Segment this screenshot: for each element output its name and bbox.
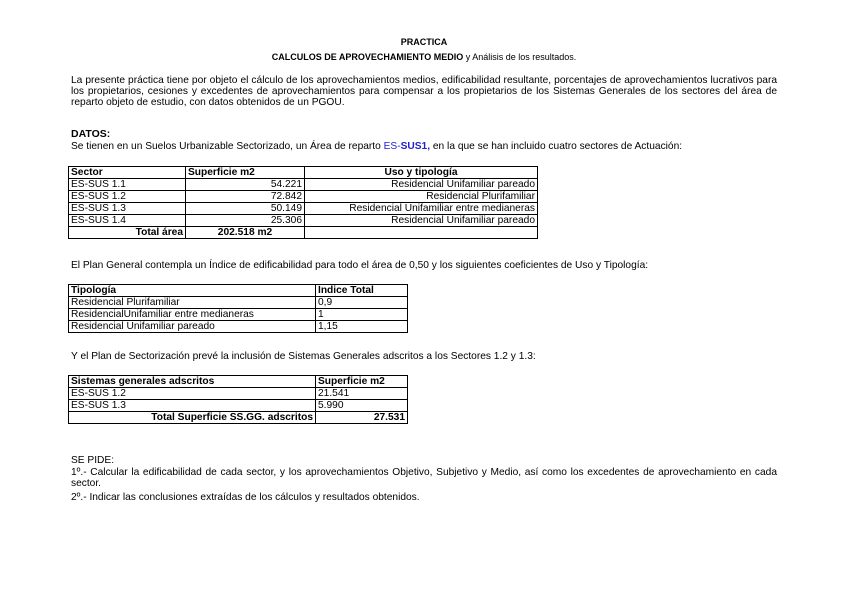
sectors-table — [68, 166, 538, 239]
header-sector: Sector — [69, 167, 186, 179]
datos-heading: DATOS: — [71, 128, 111, 140]
area-code: SUS1, — [400, 141, 431, 152]
total-value: 27.531 — [316, 412, 408, 424]
empty-cell — [305, 227, 538, 239]
subtitle-bold: CALCULOS DE APROVECHAMIENTO MEDIO — [271, 52, 464, 62]
tipologia-cell: ResidencialUnifamiliar entre medianeras — [69, 309, 316, 321]
table-row — [69, 191, 538, 203]
total-label: Total área — [69, 227, 186, 239]
superficie-cell: 21.541 — [316, 388, 408, 400]
indice-cell: 1,15 — [316, 321, 408, 333]
table-row — [69, 321, 408, 333]
page-title: PRACTICA — [400, 37, 448, 47]
header-uso: Uso y tipología — [305, 167, 538, 179]
table-row — [69, 309, 408, 321]
superficie-cell: 54.221 — [186, 179, 305, 191]
superficie-cell: 50.149 — [186, 203, 305, 215]
area-prefix: ES- — [383, 141, 401, 152]
intro-paragraph: La presente práctica tiene por objeto el cálculo de los aprovechamientos medios, edificabilidad resultante, porcentajes de aprovechamientos lucrativos para los propietarios, cesiones y excedentes de aprovechamientos para compensar a los propietarios de los Sistemas Generales de los sectores del área de reparto objeto de estudio, con datos obtenidos de un PGOU. — [71, 75, 777, 108]
sector-cell: ES-SUS 1.4 — [69, 215, 186, 227]
table-row — [69, 203, 538, 215]
header-indice: Índice Total — [316, 285, 408, 297]
sector-cell: ES-SUS 1.3 — [69, 203, 186, 215]
superficie-cell: 72.842 — [186, 191, 305, 203]
sgg-table — [68, 375, 408, 424]
tipologia-cell: Residencial Plurifamiliar — [69, 297, 316, 309]
uso-cell: Residencial Unifamiliar entre medianeras — [305, 203, 538, 215]
datos-line-pre: Se tienen en un Suelos Urbanizable Sectorizado, un Área de reparto — [71, 141, 384, 152]
table-row — [69, 215, 538, 227]
sector-cell: ES-SUS 1.2 — [69, 388, 316, 400]
header-superficie: Superficie m2 — [316, 376, 408, 388]
table-total-row — [69, 227, 538, 239]
table-row — [69, 400, 408, 412]
indice-cell: 0,9 — [316, 297, 408, 309]
sector-cell: ES-SUS 1.3 — [69, 400, 316, 412]
indice-cell: 1 — [316, 309, 408, 321]
superficie-cell: 25.306 — [186, 215, 305, 227]
header-tipologia: Tipología — [69, 285, 316, 297]
datos-line — [71, 141, 777, 152]
tipologia-cell: Residencial Unifamiliar pareado — [69, 321, 316, 333]
sectorizacion-text: Y el Plan de Sectorización prevé la inclusión de Sistemas Generales adscritos a los Sectores 1.2 y 1.3: — [71, 351, 536, 362]
table-header-row — [69, 167, 538, 179]
table-row — [69, 388, 408, 400]
table-row — [69, 297, 408, 309]
header-sistemas: Sistemas generales adscritos — [69, 376, 316, 388]
tipologia-table — [68, 284, 408, 333]
table-header-row — [69, 376, 408, 388]
table-header-row — [69, 285, 408, 297]
sector-cell: ES-SUS 1.2 — [69, 191, 186, 203]
page-subtitle — [0, 52, 848, 62]
table-row — [69, 179, 538, 191]
table-total-row — [69, 412, 408, 424]
uso-cell: Residencial Unifamiliar pareado — [305, 215, 538, 227]
pide-heading: SE PIDE: — [71, 455, 115, 466]
subtitle-rest: y Análisis de los resultados. — [463, 52, 577, 62]
plan-text: El Plan General contempla un Índice de edificabilidad para todo el área de 0,50 y los siguientes coeficientes de Uso y Tipología: — [71, 260, 649, 271]
uso-cell: Residencial Plurifamiliar — [305, 191, 538, 203]
pide-item-2: 2º.- Indicar las conclusiones extraídas de los cálculos y resultados obtenidos. — [71, 492, 420, 503]
header-superficie: Superficie m2 — [186, 167, 305, 179]
uso-cell: Residencial Unifamiliar pareado — [305, 179, 538, 191]
sector-cell: ES-SUS 1.1 — [69, 179, 186, 191]
datos-line-post: en la que se han incluido cuatro sectores de Actuación: — [430, 141, 683, 152]
total-label: Total Superficie SS.GG. adscritos — [69, 412, 316, 424]
pide-item-1: 1º.- Calcular la edificabilidad de cada sector, y los aprovechamientos Objetivo, Subjetivo y Medio, así como los excedentes de aprovechamiento en cada sector. — [71, 467, 777, 489]
total-value: 202.518 m2 — [186, 227, 305, 239]
superficie-cell: 5.990 — [316, 400, 408, 412]
